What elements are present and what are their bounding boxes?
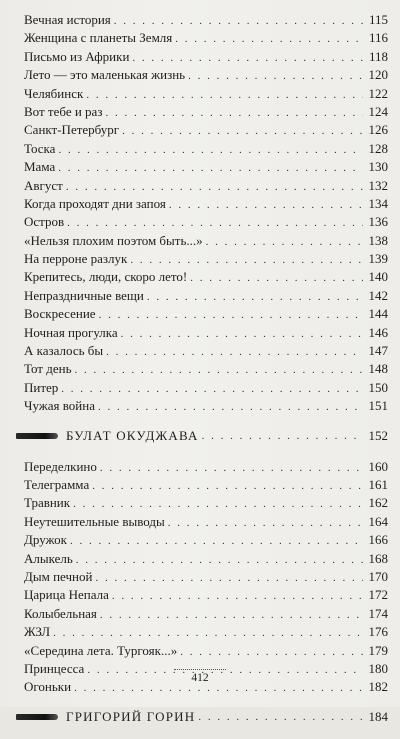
entry-page-number: 140: [368, 269, 388, 285]
entry-page-number: 172: [368, 587, 388, 603]
toc-entry: [24, 342, 388, 360]
entry-title: ЖЗЛ: [24, 624, 51, 640]
dot-leader: [92, 477, 363, 495]
toc-entry: [24, 213, 388, 231]
entry-title: Август: [24, 177, 63, 193]
toc-entry: [24, 324, 388, 342]
dot-leader: [121, 325, 363, 343]
entry-title: «Нельзя плохим поэтом быть...»: [24, 232, 203, 248]
toc-entry: [24, 232, 388, 250]
entry-page-number: 118: [368, 48, 388, 64]
entry-title: Царица Непала: [24, 587, 109, 603]
entry-title: «Середина лета. Тургояк...»: [24, 642, 178, 658]
toc-entry: [24, 29, 388, 47]
entry-page-number: 164: [368, 513, 388, 529]
entry-title: Огоньки: [24, 679, 72, 695]
entry-title: Челябинск: [24, 85, 84, 101]
toc-entry: [24, 397, 388, 415]
entry-page-number: 179: [368, 642, 388, 658]
section-marker-bar: [16, 714, 58, 720]
dot-leader: [100, 606, 363, 624]
toc-entry: [24, 586, 388, 604]
entry-title: Дым печной: [24, 568, 93, 584]
dot-leader: [75, 361, 364, 379]
toc-entry: [24, 305, 388, 323]
entry-page-number: 147: [368, 343, 388, 359]
toc-entry: [24, 605, 388, 623]
section-marker-bar: [16, 433, 58, 439]
dot-leader: [105, 104, 363, 122]
dot-leader: [190, 269, 363, 287]
dot-leader: [130, 251, 363, 269]
dot-leader: [67, 214, 363, 232]
toc-entry: [24, 379, 388, 397]
entry-title: А казалось бы: [24, 343, 104, 359]
entry-title: Тоска: [24, 140, 56, 156]
toc-entry: [24, 642, 388, 660]
entry-page-number: 174: [368, 605, 388, 621]
toc-entry: [24, 623, 388, 641]
entry-title: Письмо из Африки: [24, 48, 130, 64]
entry-title: Питер: [24, 379, 59, 395]
dot-leader: [206, 233, 363, 251]
entry-title: Тот день: [24, 361, 72, 377]
dot-leader: [95, 569, 363, 587]
section-page-number: 152: [368, 427, 388, 443]
entry-page-number: 120: [368, 67, 388, 83]
entry-page-number: 166: [368, 532, 388, 548]
entry-title: Мама: [24, 159, 56, 175]
toc-entry: [24, 360, 388, 378]
dot-leader: [99, 306, 363, 324]
entry-page-number: 126: [368, 122, 388, 138]
toc-entry: [24, 476, 388, 494]
entry-title: Женщина с планеты Земля: [24, 30, 173, 46]
entry-title: Алыкель: [24, 550, 73, 566]
entry-page-number: 150: [368, 379, 388, 395]
toc-entry: [24, 66, 388, 84]
toc-group-2: [24, 458, 388, 697]
entry-page-number: 122: [368, 85, 388, 101]
entry-title: Остров: [24, 214, 65, 230]
entry-page-number: 138: [368, 232, 388, 248]
entry-title: Крепитесь, люди, скоро лето!: [24, 269, 188, 285]
entry-title: Лето — это маленькая жизнь: [24, 67, 186, 83]
toc-entry: [24, 11, 388, 29]
dot-leader: [76, 551, 363, 569]
section-heading-gorin: [24, 707, 388, 727]
toc-entry: [24, 48, 388, 66]
table-of-contents: [24, 11, 388, 739]
dot-leader: [98, 398, 363, 416]
dot-leader: [61, 380, 363, 398]
entry-title: Непраздничные вещи: [24, 287, 144, 303]
toc-entry: [24, 287, 388, 305]
dot-leader: [100, 459, 363, 477]
toc-entry: [24, 494, 388, 512]
toc-entry: [24, 177, 388, 195]
entry-page-number: 128: [368, 140, 388, 156]
entry-page-number: 142: [368, 287, 388, 303]
dot-leader: [58, 159, 363, 177]
dot-leader: [202, 426, 363, 446]
dot-leader: [175, 30, 363, 48]
dot-leader: [122, 122, 363, 140]
dot-leader: [169, 196, 363, 214]
entry-title: Чужая война: [24, 398, 95, 414]
dot-leader: [132, 49, 363, 67]
toc-entry: [24, 250, 388, 268]
entry-page-number: 132: [368, 177, 388, 193]
entry-page-number: 170: [368, 568, 388, 584]
dot-leader: [86, 86, 363, 104]
section-title: БУЛАТ ОКУДЖАВА: [66, 427, 199, 443]
entry-title: Ночная прогулка: [24, 324, 118, 340]
entry-page-number: 180: [368, 660, 388, 676]
entry-title: Санкт-Петербург: [24, 122, 120, 138]
entry-title: Вечная история: [24, 12, 111, 27]
dot-leader: [188, 67, 363, 85]
toc-entry: [24, 121, 388, 139]
folio-rule: [174, 669, 226, 671]
toc-entry: [24, 158, 388, 176]
entry-title: Вот тебе и раз: [24, 103, 103, 119]
dot-leader: [106, 343, 363, 361]
entry-page-number: 115: [368, 12, 388, 27]
entry-page-number: 151: [368, 398, 388, 414]
entry-page-number: 176: [368, 624, 388, 640]
dot-leader: [147, 288, 363, 306]
entry-page-number: 161: [368, 476, 388, 492]
entry-title: Принцесса: [24, 660, 85, 676]
entry-page-number: 168: [368, 550, 388, 566]
entry-title: Воскресение: [24, 306, 96, 322]
dot-leader: [198, 707, 363, 727]
entry-page-number: 124: [368, 103, 388, 119]
dot-leader: [114, 12, 363, 30]
dot-leader: [53, 624, 363, 642]
entry-page-number: 160: [368, 458, 388, 474]
toc-entry: [24, 458, 388, 476]
toc-entry: [24, 568, 388, 586]
dot-leader: [58, 141, 363, 159]
dot-leader: [168, 514, 363, 532]
entry-title: Травник: [24, 495, 71, 511]
entry-page-number: 144: [368, 306, 388, 322]
section-title: ГРИГОРИЙ ГОРИН: [66, 708, 196, 724]
entry-title: Телеграмма: [24, 476, 90, 492]
entry-page-number: 146: [368, 324, 388, 340]
entry-title: Дружок: [24, 532, 67, 548]
toc-group-1: [24, 11, 388, 416]
entry-page-number: 136: [368, 214, 388, 230]
entry-page-number: 148: [368, 361, 388, 377]
entry-title: Когда проходят дни запоя: [24, 195, 166, 211]
dot-leader: [70, 532, 363, 550]
section-page-number: 184: [368, 708, 388, 724]
entry-page-number: 134: [368, 195, 388, 211]
dot-leader: [73, 495, 363, 513]
toc-entry: [24, 85, 388, 103]
entry-title: Переделкино: [24, 458, 97, 474]
section-heading-okudzhava: [24, 426, 388, 446]
entry-title: На перроне разлук: [24, 251, 128, 267]
entry-page-number: 130: [368, 159, 388, 175]
toc-entry: [24, 268, 388, 286]
dot-leader: [112, 587, 363, 605]
toc-entry: [24, 531, 388, 549]
entry-page-number: 182: [368, 679, 388, 695]
toc-entry: [24, 140, 388, 158]
dot-leader: [66, 178, 363, 196]
page-number: 412: [191, 672, 209, 684]
entry-page-number: 139: [368, 251, 388, 267]
entry-page-number: 162: [368, 495, 388, 511]
toc-entry: [24, 195, 388, 213]
entry-title: Колыбельная: [24, 605, 97, 621]
toc-entry: [24, 103, 388, 121]
dot-leader: [180, 643, 363, 661]
folio: [0, 672, 400, 684]
entry-page-number: 116: [368, 30, 388, 46]
toc-entry: [24, 550, 388, 568]
toc-entry: [24, 513, 388, 531]
entry-title: Неутешительные выводы: [24, 513, 165, 529]
